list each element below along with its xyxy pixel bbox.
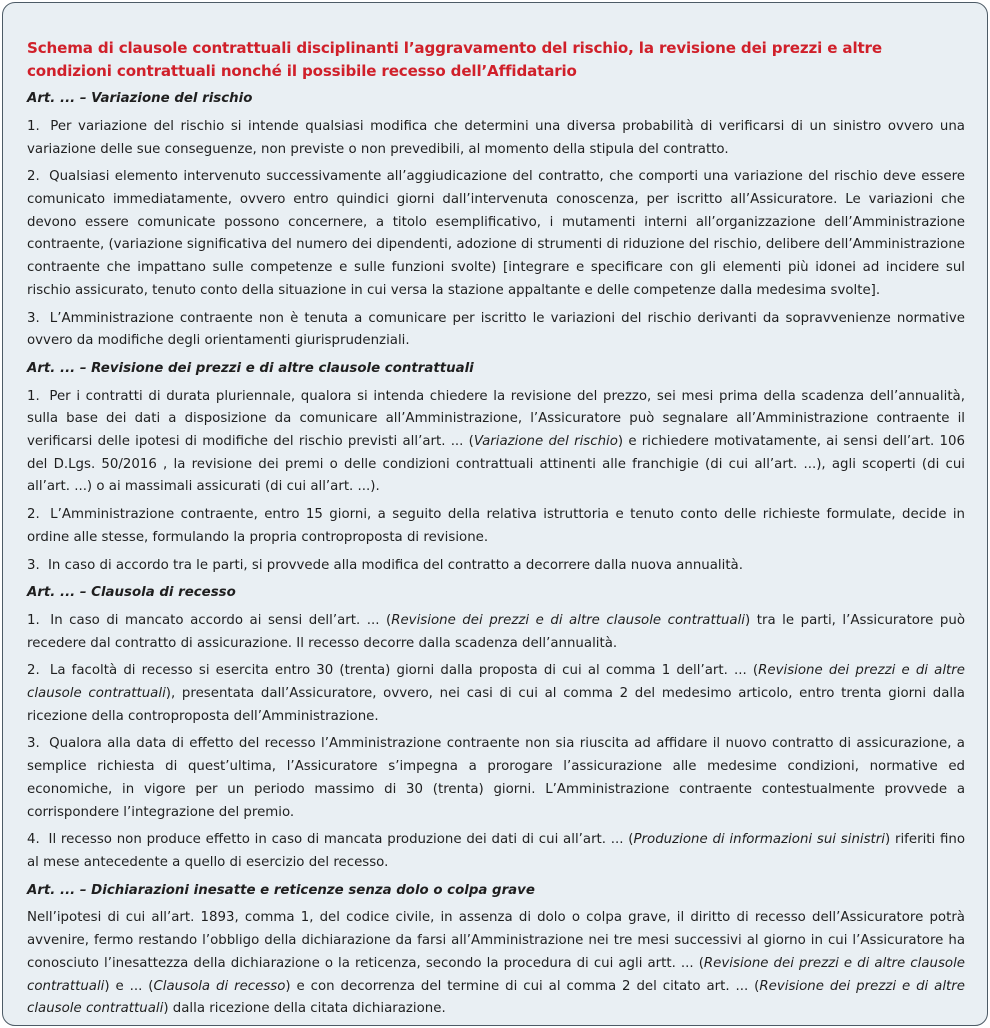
article-section bbox=[27, 358, 965, 577]
paragraph-number: 2. bbox=[27, 507, 47, 523]
italic-reference: Revisione dei prezzi e di altre clausole contrattuali bbox=[27, 978, 965, 1017]
paragraph-number: 3. bbox=[27, 736, 46, 752]
article-heading: Art. ... – Clausola di recesso bbox=[27, 585, 236, 601]
paragraph-text: ), presentata dall’Assicuratore, ovvero, nei casi di cui al comma 2 del medesimo articolo, entro trenta giorni dalla ricezione della controproposta dell’Amministrazione. bbox=[27, 686, 965, 724]
paragraph-number: 2. bbox=[27, 663, 46, 679]
paragraph-text: Nell’ipotesi di cui all’art. 1893, comma 1, del codice civile, in assenza di dolo o colpa grave, il diritto di recesso dell’Assicuratore potrà avvenire, fermo restando l’obbligo della dichiarazione da farsi all’Amministrazione nei tre mesi successivi al giorno in cui l’Assicuratore ha conosciuto l’inesattezza della dichiarazione o la reticenza, secondo la procedura di cui agli artt. ... ( bbox=[27, 910, 965, 971]
paragraph-text: ) e richiedere motivatamente, ai sensi dell’art. 106 del D.Lgs. 50/2016 , la revisione dei premi o delle condizioni contrattuali attinenti alle franchigie (di cui all’art. ...), agli scoperti (di cui all’art. ...) o ai massimali assicurati (di cui all’art. ...). bbox=[27, 434, 965, 495]
paragraph-number: 2. bbox=[27, 169, 46, 185]
paragraph-text: ) e ... ( bbox=[104, 978, 154, 994]
clause-paragraph bbox=[27, 660, 965, 728]
clause-paragraph bbox=[27, 555, 965, 578]
clause-paragraph bbox=[27, 610, 965, 655]
article-heading: Art. ... – Variazione del rischio bbox=[27, 91, 253, 107]
article-section bbox=[27, 582, 965, 874]
clause-paragraph bbox=[27, 308, 965, 353]
italic-reference: Produzione di informazioni sui sinistri bbox=[633, 832, 885, 848]
italic-reference: Revisione dei prezzi e di altre clausole contrattuali bbox=[27, 663, 965, 702]
paragraph-text: Qualsiasi elemento intervenuto successivamente all’aggiudicazione del contratto, che comporti una variazione del rischio deve essere comunicato immediatamente, ovvero entro quindici giorni dall’intervenuta conoscenza, per iscritto all’Assicuratore. Le variazioni che devono essere comunicate possono concernere, a titolo esemplificativo, i mutamenti interni all’organizzazione dell’Amministrazione contraente, (variazione significativa del numero dei dipendenti, adozione di strumenti di riduzione del rischio, delibere dell’Amministrazione contraente che impattano sulle competenze e sulle funzioni svolte) [integrare e specificare con gli elementi più idonei ad incidere sul rischio assicurato, tenuto conto della situazione in cui versa la stazione appaltante e delle competenze dalla medesima svolte]. bbox=[27, 169, 965, 298]
sections-container bbox=[27, 88, 965, 1021]
paragraph-number: 4. bbox=[27, 832, 45, 848]
paragraph-number: 3. bbox=[27, 557, 44, 573]
clause-paragraph bbox=[27, 166, 965, 302]
paragraph-text: L’Amministrazione contraente non è tenuta a comunicare per iscritto le variazioni del rischio derivanti da sopravvenienze normative ovvero da modifiche degli orientamenti giurisprudenziali. bbox=[27, 310, 965, 349]
italic-reference: Revisione dei prezzi e di altre clausole contrattuali bbox=[391, 612, 745, 628]
article-heading: Art. ... – Dichiarazioni inesatte e reticenze senza dolo o colpa grave bbox=[27, 882, 535, 898]
paragraph-text: ) dalla ricezione della citata dichiarazione. bbox=[163, 1001, 446, 1017]
clause-paragraph bbox=[27, 907, 965, 1021]
paragraph-number: 1. bbox=[27, 612, 47, 628]
paragraph-text: In caso di mancato accordo ai sensi dell’art. ... ( bbox=[50, 612, 392, 628]
paragraph-text: Per variazione del rischio si intende qualsiasi modifica che determini una diversa probabilità di verificarsi di un sinistro ovvero una variazione delle sue conseguenze, non previste o non prevedibili, al momento della stipula del contratto. bbox=[27, 118, 965, 157]
clause-paragraph bbox=[27, 733, 965, 824]
paragraph-text: Per i contratti di durata pluriennale, qualora si intenda chiedere la revisione del prezzo, sei mesi prima della scadenza dell’annualità, sulla base dei dati a disposizione da comunicare all’Amministrazione, l’Assicuratore può segnalare all’Amministrazione contraente il verificarsi delle ipotesi di modifiche del rischio previsti all’art. ... ( bbox=[27, 388, 965, 450]
clause-paragraph bbox=[27, 116, 965, 161]
paragraph-text: In caso di accordo tra le parti, si provvede alla modifica del contratto a decorrere dalla nuova annualità. bbox=[47, 557, 743, 573]
document-title: Schema di clausole contrattuali disciplinanti l’aggravamento del rischio, la revisione dei prezzi e altre condizioni contrattuali nonché il possibile recesso dell’Affidatario bbox=[27, 39, 882, 80]
clause-paragraph bbox=[27, 504, 965, 549]
article-section bbox=[27, 88, 965, 353]
article-section bbox=[27, 880, 965, 1021]
article-heading: Art. ... – Revisione dei prezzi e di altre clausole contrattuali bbox=[27, 360, 474, 376]
paragraph-number: 1. bbox=[27, 118, 47, 134]
paragraph-text: ) riferiti fino al mese antecedente a quello di esercizio del recesso. bbox=[27, 832, 966, 870]
italic-reference: Clausola di recesso bbox=[153, 978, 286, 994]
paragraph-text: ) tra le parti, l’Assicuratore può recedere dal contratto di assicurazione. Il recesso decorre dalla scadenza dell’annualità. bbox=[27, 612, 965, 651]
clause-paragraph bbox=[27, 386, 965, 500]
paragraph-text: L’Amministrazione contraente, entro 15 giorni, a seguito della relativa istruttoria e tenuto conto delle richieste formulate, decide in ordine alle stesse, formulando la propria controproposta di revisione. bbox=[27, 507, 965, 545]
paragraph-text: ) e con decorrenza del termine di cui al comma 2 del citato art. ... ( bbox=[285, 978, 760, 994]
paragraph-text: La facoltà di recesso si esercita entro 30 (trenta) giorni dalla proposta di cui al comma 1 dell’art. ... ( bbox=[49, 663, 759, 679]
paragraph-number: 1. bbox=[27, 388, 46, 404]
paragraph-text: Qualora alla data di effetto del recesso l’Amministrazione contraente non sia riuscita ad affidare il nuovo contratto di assicurazione, a semplice richiesta di quest’ultima, l’Assicuratore s’impegna a prorogare l’assicurazione alle medesime condizioni, normative ed economiche, in vigore per un periodo massimo di 30 (trenta) giorni. L’Amministrazione contraente contestualmente provvede a corrispondere l’integrazione del premio. bbox=[27, 736, 965, 820]
clause-paragraph bbox=[27, 829, 965, 874]
clause-box bbox=[2, 2, 988, 1026]
italic-reference: Revisione dei prezzi e di altre clausole contrattuali bbox=[27, 955, 965, 994]
paragraph-number: 3. bbox=[27, 310, 46, 326]
italic-reference: Variazione del rischio bbox=[473, 434, 618, 450]
paragraph-text: Il recesso non produce effetto in caso di mancata produzione dei dati di cui all’art. ... ( bbox=[48, 832, 634, 848]
